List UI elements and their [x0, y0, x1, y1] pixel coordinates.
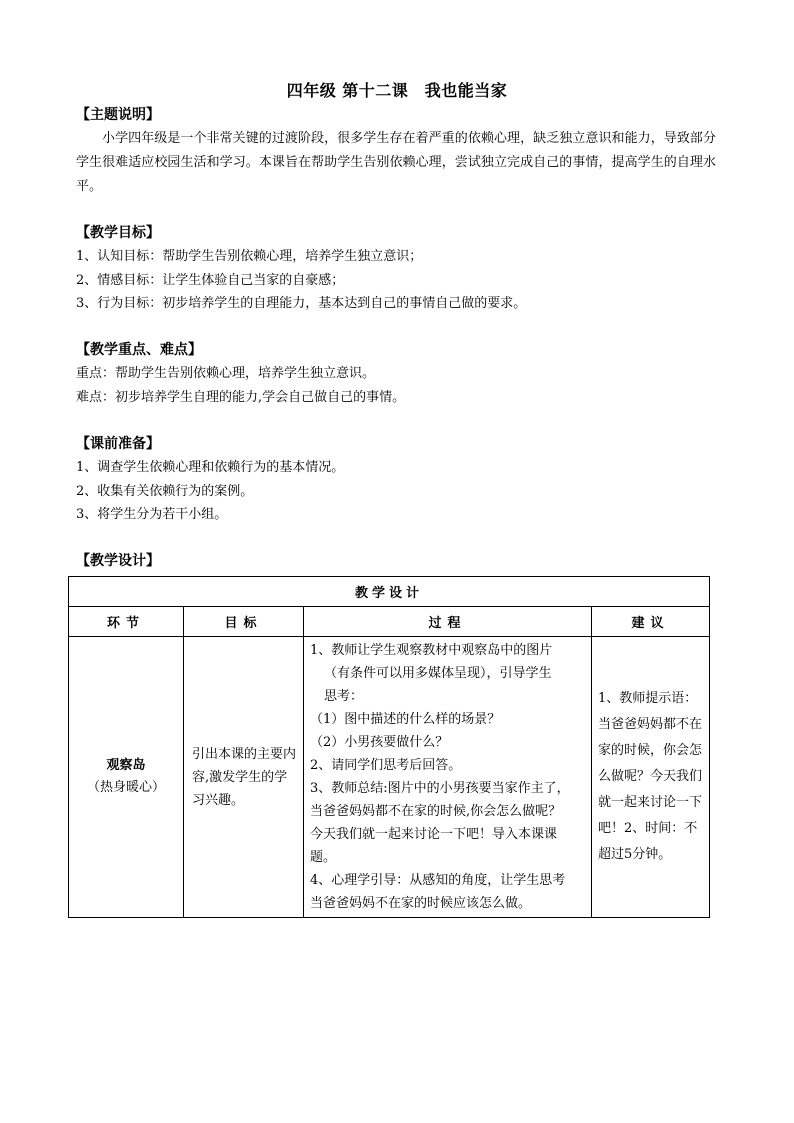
stage-subtitle: （热身暖心）	[86, 780, 165, 795]
prep-heading: 【课前准备】	[76, 436, 160, 452]
prep-item: 1、调查学生依赖心理和依赖行为的基本情况。	[76, 460, 345, 475]
theme-heading: 【主题说明】	[76, 107, 160, 123]
goals-section	[76, 221, 716, 316]
design-section	[76, 549, 716, 573]
column-header: 环节	[69, 607, 184, 637]
prep-section	[76, 432, 716, 527]
design-heading: 【教学设计】	[76, 553, 160, 569]
theme-paragraph: 小学四年级是一个非常关键的过渡阶段，很多学生存在着严重的依赖心理，缺乏独立意识和能力，导致部分学生很难适应校园生活和学习。本课旨在帮助学生告别依赖心理，尝试独立完成自己的事情，提高学生的自理水平。	[76, 131, 716, 194]
keypoints-heading: 【教学重点、难点】	[76, 342, 202, 358]
suggestion-cell: 1、教师提示语：当爸爸妈妈都不在家的时候，你会怎么做呢？今天我们就一起来讨论一下吧！2、时间：不超过5分钟。	[592, 637, 710, 918]
process-line: 4、心理学引导：从感知的角度，让学生思考	[310, 873, 566, 888]
theme-section	[76, 103, 716, 199]
column-header: 目标	[184, 607, 304, 637]
stage-name: 观察岛	[106, 758, 146, 773]
process-line: （2）小男孩要做什么？	[310, 735, 449, 750]
process-line: 3、教师总结:图片中的小男孩要当家作主了，	[310, 781, 570, 796]
process-line: 当爸爸妈妈不在家的时候应该怎么做。	[310, 896, 532, 911]
page-title: 四年级 第十二课 我也能当家	[286, 81, 508, 100]
process-line: 题。	[310, 850, 337, 865]
column-header: 过程	[304, 607, 592, 637]
process-line: 今天我们就一起来讨论一下吧！导入本课课	[310, 827, 558, 842]
column-header: 建议	[592, 607, 710, 637]
goal-item: 3、行为目标：初步培养学生的自理能力，基本达到自己的事情自己做的要求。	[76, 296, 527, 311]
goal-cell: 引出本课的主要内容,激发学生的学习兴趣。	[184, 637, 304, 918]
table-row	[69, 637, 710, 918]
process-cell	[304, 637, 592, 918]
keypoint-item: 难点：初步培养学生自理的能力,学会自己做自己的事情。	[76, 389, 406, 405]
process-line: 当爸爸妈妈都不在家的时候,你会怎么做呢？	[310, 804, 562, 819]
goals-heading: 【教学目标】	[76, 225, 160, 241]
keypoints-section	[76, 338, 716, 409]
keypoint-item: 重点：帮助学生告别依赖心理，培养学生独立意识。	[76, 366, 376, 381]
table-caption: 教学设计	[69, 577, 710, 607]
process-line: 1、教师让学生观察教材中观察岛中的图片	[310, 643, 553, 658]
goal-item: 1、认知目标：帮助学生告别依赖心理，培养学生独立意识；	[76, 249, 423, 264]
process-line: 思考：	[324, 689, 364, 704]
goal-item: 2、情感目标：让学生体验自己当家的自豪感；	[76, 272, 345, 288]
process-line: （有条件可以用多媒体呈现），引导学生	[324, 666, 552, 681]
table-caption-row	[69, 577, 710, 607]
teaching-design-table	[68, 576, 710, 918]
process-line: （1）图中描述的什么样的场景？	[310, 712, 501, 727]
prep-item: 3、将学生分为若干小组。	[76, 507, 228, 522]
table-header-row	[69, 607, 710, 637]
prep-item: 2、收集有关依赖行为的案例。	[76, 483, 254, 499]
stage-cell	[69, 637, 184, 918]
process-line: 2、请同学们思考后回答。	[310, 758, 462, 773]
